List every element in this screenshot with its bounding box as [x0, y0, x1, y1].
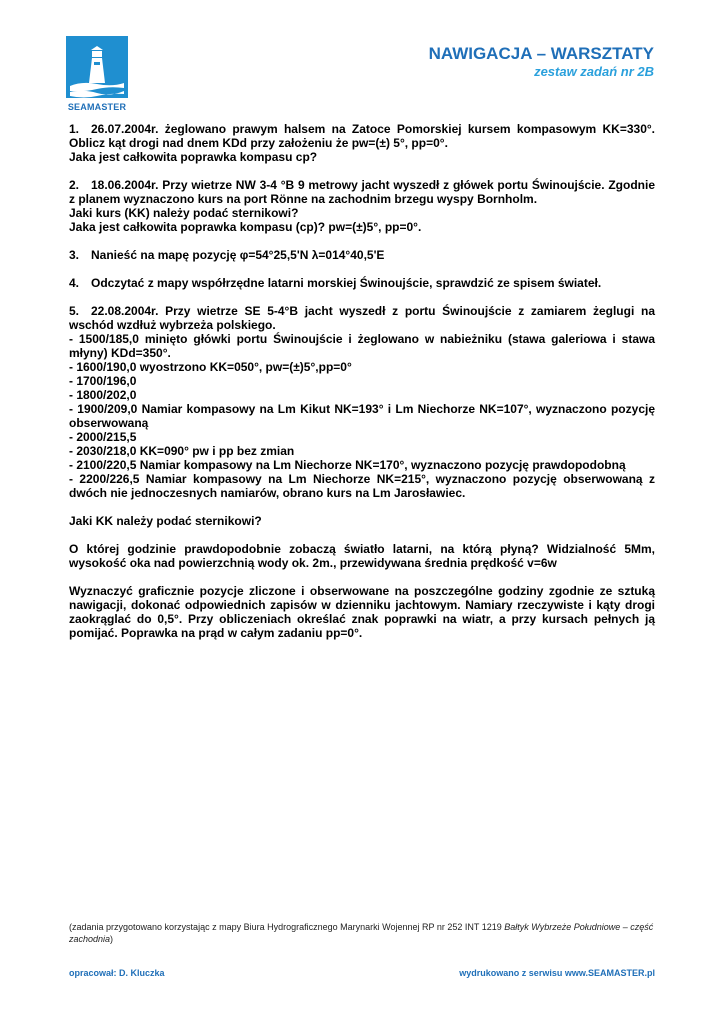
- seamaster-logo: [66, 36, 128, 118]
- question-2: O której godzinie prawdopodobnie zobaczą światło latarni, na którą płyną? Widzialność 5Mm, wysokość oka nad powierzchnią wody ok. 2m., przewidywana średnia prędkość v=6w: [69, 542, 655, 570]
- task-2-text: 18.06.2004r. Przy wietrze NW 3-4 °B 9 metrowy jacht wyszedł z główek portu Świnoujście. Zgodnie z planem wyznaczono kurs na port Rönne na zachodnim brzegu wyspy Bornholm.: [69, 178, 655, 206]
- log-entry: - 2000/215,5: [69, 430, 137, 444]
- task-2-line-2: Jaki kurs (KK) należy podać sternikowi?: [69, 206, 299, 220]
- question-1: Jaki KK należy podać sternikowi?: [69, 514, 262, 528]
- footnote-map-title: Bałtyk Wybrzeże Południowe – część zachodnia: [69, 922, 654, 944]
- task-3: [69, 248, 655, 262]
- task-3-text-b: =54°25,5'N: [248, 248, 312, 262]
- page-title: NAWIGACJA – WARSZTATY: [428, 44, 654, 63]
- task-3-lambda: λ: [311, 248, 319, 262]
- task-1-line-2: Jaka jest całkowita poprawka kompasu cp?: [69, 150, 318, 164]
- lighthouse-icon: [66, 36, 128, 98]
- task-3-number: 3.: [69, 248, 80, 262]
- task-5-number: 5.: [69, 304, 80, 318]
- source-footnote: [69, 921, 655, 945]
- task-2-number: 2.: [69, 178, 80, 192]
- footnote-end: ): [110, 934, 114, 944]
- footnote-text: (zadania przygotowano korzystając z mapy Biura Hydrograficznego Marynarki Wojennej RP nr 252 INT 1219: [69, 922, 505, 932]
- log-entry: - 2030/218,0 KK=090° pw i pp bez zmian: [69, 444, 295, 458]
- log-entry: - 1500/185,0 minięto główki portu Świnoujście i żeglowano w nabieżniku (stawa galeriowa i stawa młyny) KDd=350°.: [69, 332, 655, 360]
- task-1-line-1: [69, 122, 655, 150]
- task-2-line-1: [69, 178, 655, 206]
- log-entry: - 2200/226,5 Namiar kompasowy na Lm Niechorze NK=215°, wyznaczono pozycję obserwowaną z dwóch nie jednoczesnych namiarów, obrano kurs na Lm Jarosławiec.: [69, 472, 655, 500]
- log-entry: - 1900/209,0 Namiar kompasowy na Lm Kikut NK=193° i Lm Niechorze NK=107°, wyznaczono pozycję obserwowaną: [69, 402, 655, 430]
- task-1-number: 1.: [69, 122, 80, 136]
- log-entry: - 1800/202,0: [69, 388, 137, 402]
- task-content: [69, 122, 655, 640]
- task-3-text-a: Nanieść na mapę pozycję: [91, 248, 240, 262]
- question-3: Wyznaczyć graficznie pozycje zliczone i obserwowane na poszczególne godziny zgodnie ze sztuką nawigacji, dokonać odpowiednich zapisów w dzienniku jachtowym. Namiary rzeczywiste i kąty drogi zaokrąglać do 0,5°. Przy obliczeniach określać znak poprawki na wiatr, a przy kursach pełnych ją pomijać. Poprawka na prąd w całym zadaniu pp=0°.: [69, 584, 655, 640]
- task-1-text: 26.07.2004r. żeglowano prawym halsem na Zatoce Pomorskiej kursem kompasowym KK=330°. Oblicz kąt drogi nad dnem KDd przy założeniu że pw=(±) 5°, pp=0°.: [69, 122, 655, 150]
- task-3-phi: φ: [239, 248, 249, 262]
- task-2-line-3: Jaka jest całkowita poprawka kompasu (cp)? pw=(±)5°, pp=0°.: [69, 220, 422, 234]
- task-5-text: 22.08.2004r. Przy wietrze SE 5-4°B jacht wyszedł z portu Świnoujście z zamiarem żeglugi na wschód wzdłuż wybrzeża polskiego.: [69, 304, 655, 332]
- task-4-number: 4.: [69, 276, 80, 290]
- task-4-text: Odczytać z mapy współrzędne latarni morskiej Świnoujście, sprawdzić ze spisem świateł.: [91, 276, 602, 290]
- logo-text: SEAMASTER: [67, 102, 127, 112]
- task-5-intro: [69, 304, 655, 332]
- log-entry: - 1600/190,0 wyostrzono KK=050°, pw=(±)5°,pp=0°: [69, 360, 352, 374]
- footer-source: wydrukowano z serwisu www.SEAMASTER.pl: [459, 968, 655, 978]
- page-subtitle: zestaw zadań nr 2B: [534, 64, 654, 79]
- log-entry: - 1700/196,0: [69, 374, 137, 388]
- footer-author: opracował: D. Kluczka: [69, 968, 165, 978]
- task-3-text-c: =014°40,5'E: [318, 248, 385, 262]
- task-4: [69, 276, 655, 290]
- log-entry: - 2100/220,5 Namiar kompasowy na Lm Niechorze NK=170°, wyznaczono pozycję prawdopodobną: [69, 458, 626, 472]
